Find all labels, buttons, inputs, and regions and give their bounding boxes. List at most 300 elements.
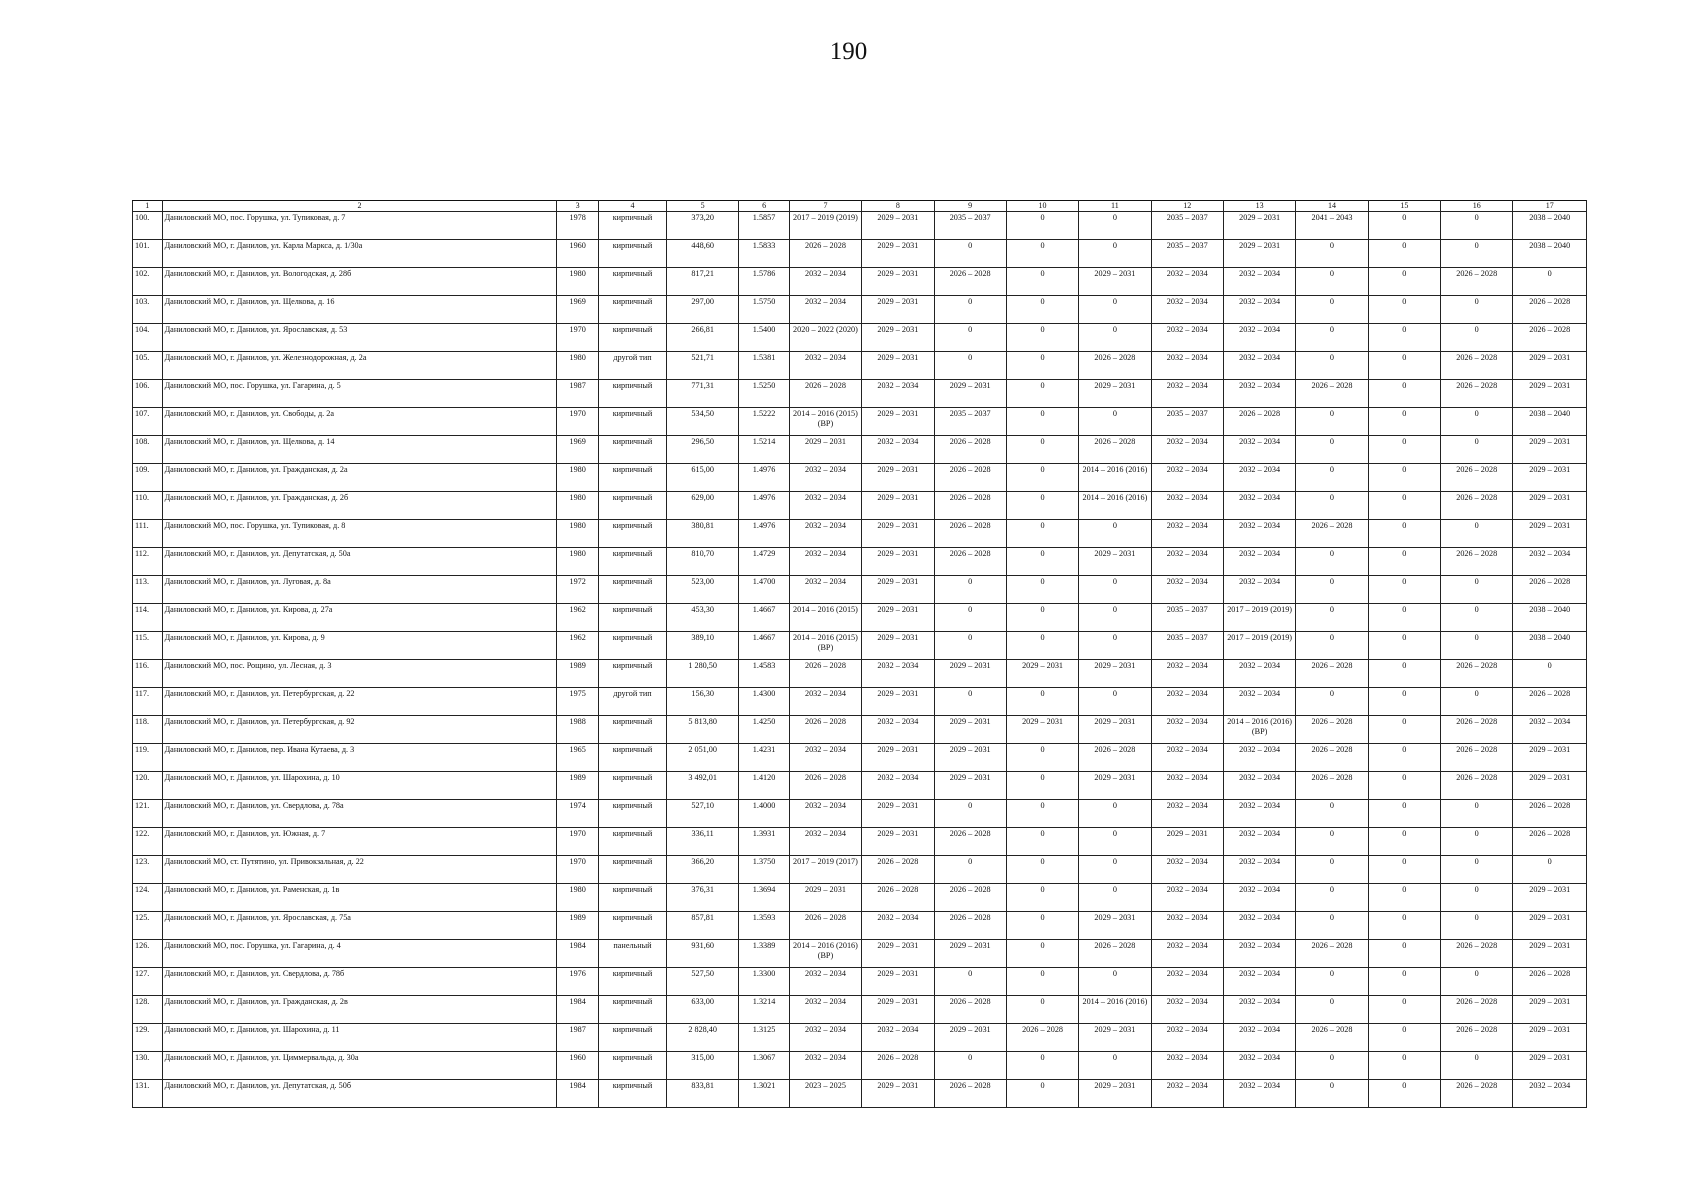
table-cell-col-15: 0 xyxy=(1368,212,1440,240)
table-cell-col-14: 0 xyxy=(1296,1052,1368,1080)
table-cell-col-16: 2026 – 2028 xyxy=(1441,744,1513,772)
table-cell-col-14: 0 xyxy=(1296,296,1368,324)
table-cell-col-4: кирпичный xyxy=(599,660,667,688)
column-header-8: 8 xyxy=(862,201,934,212)
table-cell-col-10: 0 xyxy=(1006,436,1078,464)
table-cell-col-5: 2 828,40 xyxy=(666,1024,738,1052)
table-cell-col-1: 131. xyxy=(133,1080,163,1108)
table-cell-col-3: 1980 xyxy=(557,884,599,912)
table-cell-col-11: 0 xyxy=(1079,856,1151,884)
table-cell-col-11: 0 xyxy=(1079,800,1151,828)
table-cell-col-1: 118. xyxy=(133,716,163,744)
table-cell-col-12: 2032 – 2034 xyxy=(1151,520,1223,548)
table-cell-col-5: 296,50 xyxy=(666,436,738,464)
table-cell-col-14: 0 xyxy=(1296,240,1368,268)
table-cell-col-4: кирпичный xyxy=(599,1052,667,1080)
table-cell-col-9: 2029 – 2031 xyxy=(934,1024,1006,1052)
table-cell-col-6: 1.5786 xyxy=(739,268,789,296)
table-cell-col-6: 1.4667 xyxy=(739,604,789,632)
table-cell-col-6: 1.4250 xyxy=(739,716,789,744)
table-cell-col-5: 2 051,00 xyxy=(666,744,738,772)
table-cell-col-1: 129. xyxy=(133,1024,163,1052)
table-cell-col-1: 121. xyxy=(133,800,163,828)
column-number-row xyxy=(133,201,1587,212)
table-cell-col-16: 0 xyxy=(1441,800,1513,828)
table-cell-col-6: 1.3694 xyxy=(739,884,789,912)
table-cell-col-12: 2032 – 2034 xyxy=(1151,660,1223,688)
table-cell-col-3: 1984 xyxy=(557,940,599,968)
table-cell-col-4: кирпичный xyxy=(599,212,667,240)
table-cell-col-2: Даниловский МО, г. Данилов, ул. Гражданская, д. 2а xyxy=(162,464,557,492)
table-cell-col-12: 2032 – 2034 xyxy=(1151,296,1223,324)
table-cell-col-17: 2029 – 2031 xyxy=(1513,352,1587,380)
table-cell-col-16: 0 xyxy=(1441,576,1513,604)
table-cell-col-8: 2032 – 2034 xyxy=(862,660,934,688)
column-header-2: 2 xyxy=(162,201,557,212)
table-cell-col-6: 1.4000 xyxy=(739,800,789,828)
table-cell-col-15: 0 xyxy=(1368,856,1440,884)
table-cell-col-11: 0 xyxy=(1079,968,1151,996)
table-cell-col-15: 0 xyxy=(1368,324,1440,352)
table-cell-col-16: 0 xyxy=(1441,688,1513,716)
table-cell-col-4: кирпичный xyxy=(599,436,667,464)
table-cell-col-11: 0 xyxy=(1079,296,1151,324)
table-cell-col-10: 0 xyxy=(1006,380,1078,408)
table-row xyxy=(133,296,1587,324)
table-header xyxy=(133,201,1587,212)
table-cell-col-15: 0 xyxy=(1368,464,1440,492)
table-cell-col-13: 2032 – 2034 xyxy=(1223,1052,1295,1080)
table-cell-col-11: 2014 – 2016 (2016) xyxy=(1079,996,1151,1024)
table-cell-col-4: кирпичный xyxy=(599,996,667,1024)
table-cell-col-5: 315,00 xyxy=(666,1052,738,1080)
table-cell-col-3: 1984 xyxy=(557,1080,599,1108)
table-cell-col-5: 633,00 xyxy=(666,996,738,1024)
table-cell-col-5: 266,81 xyxy=(666,324,738,352)
table-row xyxy=(133,968,1587,996)
table-cell-col-8: 2029 – 2031 xyxy=(862,632,934,660)
table-cell-col-7: 2017 – 2019 (2019) xyxy=(789,212,861,240)
table-cell-col-2: Даниловский МО, ст. Путятино, ул. Привокзальная, д. 22 xyxy=(162,856,557,884)
table-cell-col-17: 2029 – 2031 xyxy=(1513,464,1587,492)
table-cell-col-13: 2032 – 2034 xyxy=(1223,520,1295,548)
table-cell-col-9: 2035 – 2037 xyxy=(934,408,1006,436)
table-cell-col-12: 2035 – 2037 xyxy=(1151,408,1223,436)
table-cell-col-4: кирпичный xyxy=(599,716,667,744)
table-cell-col-3: 1962 xyxy=(557,632,599,660)
table-cell-col-2: Даниловский МО, г. Данилов, ул. Депутатская, д. 50б xyxy=(162,1080,557,1108)
table-cell-col-6: 1.5857 xyxy=(739,212,789,240)
table-cell-col-4: кирпичный xyxy=(599,632,667,660)
table-cell-col-1: 117. xyxy=(133,688,163,716)
table-row xyxy=(133,912,1587,940)
table-cell-col-16: 2026 – 2028 xyxy=(1441,996,1513,1024)
table-cell-col-8: 2029 – 2031 xyxy=(862,520,934,548)
table-cell-col-9: 2026 – 2028 xyxy=(934,884,1006,912)
table-cell-col-15: 0 xyxy=(1368,268,1440,296)
table-cell-col-12: 2032 – 2034 xyxy=(1151,324,1223,352)
table-cell-col-2: Даниловский МО, г. Данилов, ул. Гражданская, д. 2б xyxy=(162,492,557,520)
table-cell-col-6: 1.3931 xyxy=(739,828,789,856)
table-cell-col-1: 110. xyxy=(133,492,163,520)
table-cell-col-5: 366,20 xyxy=(666,856,738,884)
table-cell-col-1: 108. xyxy=(133,436,163,464)
table-cell-col-9: 2026 – 2028 xyxy=(934,492,1006,520)
table-cell-col-11: 2029 – 2031 xyxy=(1079,548,1151,576)
table-cell-col-3: 1978 xyxy=(557,212,599,240)
table-cell-col-4: кирпичный xyxy=(599,800,667,828)
table-cell-col-7: 2032 – 2034 xyxy=(789,520,861,548)
table-cell-col-9: 2026 – 2028 xyxy=(934,996,1006,1024)
table-cell-col-13: 2032 – 2034 xyxy=(1223,576,1295,604)
table-cell-col-12: 2032 – 2034 xyxy=(1151,856,1223,884)
table-cell-col-16: 2026 – 2028 xyxy=(1441,716,1513,744)
housing-register-table xyxy=(132,200,1587,1108)
table-cell-col-11: 2026 – 2028 xyxy=(1079,352,1151,380)
table-row xyxy=(133,212,1587,240)
table-cell-col-6: 1.4120 xyxy=(739,772,789,800)
table-cell-col-2: Даниловский МО, г. Данилов, ул. Петербургская, д. 92 xyxy=(162,716,557,744)
table-cell-col-8: 2029 – 2031 xyxy=(862,940,934,968)
table-cell-col-7: 2032 – 2034 xyxy=(789,800,861,828)
table-cell-col-4: кирпичный xyxy=(599,240,667,268)
table-cell-col-7: 2014 – 2016 (2015) (ВР) xyxy=(789,408,861,436)
table-cell-col-10: 0 xyxy=(1006,604,1078,632)
table-row xyxy=(133,716,1587,744)
column-header-11: 11 xyxy=(1079,201,1151,212)
table-cell-col-16: 2026 – 2028 xyxy=(1441,1024,1513,1052)
table-cell-col-16: 0 xyxy=(1441,324,1513,352)
page-number: 190 xyxy=(829,38,868,65)
table-cell-col-2: Даниловский МО, г. Данилов, ул. Щелкова, д. 16 xyxy=(162,296,557,324)
table-cell-col-12: 2035 – 2037 xyxy=(1151,212,1223,240)
table-cell-col-11: 0 xyxy=(1079,632,1151,660)
table-cell-col-3: 1969 xyxy=(557,296,599,324)
table-cell-col-14: 0 xyxy=(1296,492,1368,520)
table-cell-col-10: 0 xyxy=(1006,884,1078,912)
table-cell-col-9: 2029 – 2031 xyxy=(934,744,1006,772)
table-cell-col-10: 0 xyxy=(1006,772,1078,800)
table-cell-col-6: 1.4300 xyxy=(739,688,789,716)
table-cell-col-9: 0 xyxy=(934,576,1006,604)
table-cell-col-13: 2032 – 2034 xyxy=(1223,1080,1295,1108)
table-cell-col-12: 2029 – 2031 xyxy=(1151,828,1223,856)
table-cell-col-1: 109. xyxy=(133,464,163,492)
table-row xyxy=(133,464,1587,492)
table-cell-col-2: Даниловский МО, г. Данилов, ул. Свердлова, д. 78а xyxy=(162,800,557,828)
table-cell-col-5: 857,81 xyxy=(666,912,738,940)
table-cell-col-7: 2032 – 2034 xyxy=(789,688,861,716)
table-cell-col-10: 2026 – 2028 xyxy=(1006,1024,1078,1052)
table-cell-col-6: 1.3021 xyxy=(739,1080,789,1108)
table-cell-col-9: 0 xyxy=(934,240,1006,268)
table-cell-col-3: 1974 xyxy=(557,800,599,828)
table-cell-col-3: 1989 xyxy=(557,660,599,688)
table-cell-col-13: 2032 – 2034 xyxy=(1223,856,1295,884)
table-cell-col-1: 124. xyxy=(133,884,163,912)
table-cell-col-2: Даниловский МО, г. Данилов, ул. Луговая, д. 8а xyxy=(162,576,557,604)
table-cell-col-4: кирпичный xyxy=(599,884,667,912)
table-cell-col-3: 1980 xyxy=(557,352,599,380)
table-cell-col-7: 2014 – 2016 (2015) xyxy=(789,604,861,632)
table-cell-col-8: 2029 – 2031 xyxy=(862,996,934,1024)
table-cell-col-1: 126. xyxy=(133,940,163,968)
table-cell-col-17: 2029 – 2031 xyxy=(1513,772,1587,800)
table-cell-col-12: 2032 – 2034 xyxy=(1151,884,1223,912)
table-cell-col-13: 2026 – 2028 xyxy=(1223,408,1295,436)
table-cell-col-10: 0 xyxy=(1006,576,1078,604)
table-cell-col-17: 2026 – 2028 xyxy=(1513,688,1587,716)
table-cell-col-4: кирпичный xyxy=(599,520,667,548)
column-header-7: 7 xyxy=(789,201,861,212)
table-cell-col-1: 104. xyxy=(133,324,163,352)
table-cell-col-12: 2032 – 2034 xyxy=(1151,800,1223,828)
table-cell-col-9: 0 xyxy=(934,968,1006,996)
table-cell-col-13: 2032 – 2034 xyxy=(1223,884,1295,912)
table-cell-col-11: 2029 – 2031 xyxy=(1079,772,1151,800)
table-cell-col-10: 0 xyxy=(1006,912,1078,940)
table-cell-col-15: 0 xyxy=(1368,744,1440,772)
table-cell-col-6: 1.5250 xyxy=(739,380,789,408)
table-cell-col-7: 2020 – 2022 (2020) xyxy=(789,324,861,352)
table-row xyxy=(133,828,1587,856)
table-cell-col-4: кирпичный xyxy=(599,744,667,772)
table-cell-col-6: 1.5214 xyxy=(739,436,789,464)
table-cell-col-9: 2026 – 2028 xyxy=(934,520,1006,548)
table-cell-col-10: 0 xyxy=(1006,996,1078,1024)
table-cell-col-4: кирпичный xyxy=(599,856,667,884)
table-cell-col-10: 0 xyxy=(1006,968,1078,996)
table-cell-col-1: 101. xyxy=(133,240,163,268)
table-cell-col-11: 0 xyxy=(1079,884,1151,912)
table-cell-col-5: 1 280,50 xyxy=(666,660,738,688)
table-cell-col-5: 817,21 xyxy=(666,268,738,296)
table-cell-col-13: 2032 – 2034 xyxy=(1223,744,1295,772)
table-cell-col-10: 0 xyxy=(1006,828,1078,856)
table-cell-col-13: 2029 – 2031 xyxy=(1223,240,1295,268)
table-cell-col-5: 810,70 xyxy=(666,548,738,576)
table-cell-col-9: 2029 – 2031 xyxy=(934,380,1006,408)
table-cell-col-9: 0 xyxy=(934,632,1006,660)
table-cell-col-15: 0 xyxy=(1368,576,1440,604)
table-cell-col-8: 2029 – 2031 xyxy=(862,464,934,492)
table-cell-col-6: 1.5833 xyxy=(739,240,789,268)
table-cell-col-3: 1969 xyxy=(557,436,599,464)
table-cell-col-14: 2026 – 2028 xyxy=(1296,772,1368,800)
table-cell-col-9: 0 xyxy=(934,352,1006,380)
table-row xyxy=(133,800,1587,828)
table-row xyxy=(133,268,1587,296)
table-cell-col-6: 1.3750 xyxy=(739,856,789,884)
table-cell-col-6: 1.4976 xyxy=(739,464,789,492)
table-cell-col-2: Даниловский МО, г. Данилов, ул. Карла Маркса, д. 1/30а xyxy=(162,240,557,268)
table-cell-col-15: 0 xyxy=(1368,968,1440,996)
table-cell-col-9: 2029 – 2031 xyxy=(934,772,1006,800)
table-body xyxy=(133,212,1587,1108)
table-cell-col-9: 2026 – 2028 xyxy=(934,912,1006,940)
table-cell-col-10: 0 xyxy=(1006,1080,1078,1108)
table-cell-col-17: 0 xyxy=(1513,268,1587,296)
table-cell-col-8: 2032 – 2034 xyxy=(862,436,934,464)
column-header-13: 13 xyxy=(1223,201,1295,212)
table-cell-col-7: 2029 – 2031 xyxy=(789,436,861,464)
table-cell-col-5: 615,00 xyxy=(666,464,738,492)
table-cell-col-14: 0 xyxy=(1296,324,1368,352)
column-header-10: 10 xyxy=(1006,201,1078,212)
table-cell-col-2: Даниловский МО, г. Данилов, ул. Железнодорожная, д. 2а xyxy=(162,352,557,380)
table-cell-col-13: 2032 – 2034 xyxy=(1223,660,1295,688)
table-cell-col-3: 1972 xyxy=(557,576,599,604)
table-cell-col-12: 2032 – 2034 xyxy=(1151,968,1223,996)
table-cell-col-1: 111. xyxy=(133,520,163,548)
table-cell-col-16: 2026 – 2028 xyxy=(1441,352,1513,380)
table-cell-col-16: 0 xyxy=(1441,632,1513,660)
table-cell-col-8: 2029 – 2031 xyxy=(862,604,934,632)
table-cell-col-13: 2032 – 2034 xyxy=(1223,324,1295,352)
table-cell-col-11: 2014 – 2016 (2016) xyxy=(1079,492,1151,520)
table-cell-col-8: 2026 – 2028 xyxy=(862,856,934,884)
table-cell-col-12: 2032 – 2034 xyxy=(1151,940,1223,968)
table-cell-col-4: кирпичный xyxy=(599,604,667,632)
table-cell-col-7: 2014 – 2016 (2016) (ВР) xyxy=(789,940,861,968)
table-cell-col-8: 2029 – 2031 xyxy=(862,744,934,772)
table-cell-col-5: 376,31 xyxy=(666,884,738,912)
table-cell-col-14: 0 xyxy=(1296,884,1368,912)
table-cell-col-4: кирпичный xyxy=(599,1080,667,1108)
table-cell-col-17: 2038 – 2040 xyxy=(1513,212,1587,240)
table-cell-col-16: 0 xyxy=(1441,884,1513,912)
table-row xyxy=(133,240,1587,268)
table-cell-col-3: 1989 xyxy=(557,772,599,800)
table-cell-col-13: 2032 – 2034 xyxy=(1223,996,1295,1024)
table-cell-col-17: 2029 – 2031 xyxy=(1513,996,1587,1024)
table-cell-col-10: 0 xyxy=(1006,324,1078,352)
table-row xyxy=(133,772,1587,800)
table-cell-col-8: 2029 – 2031 xyxy=(862,324,934,352)
table-cell-col-15: 0 xyxy=(1368,660,1440,688)
table-cell-col-3: 1988 xyxy=(557,716,599,744)
table-cell-col-5: 527,10 xyxy=(666,800,738,828)
table-cell-col-16: 2026 – 2028 xyxy=(1441,1080,1513,1108)
table-cell-col-9: 0 xyxy=(934,688,1006,716)
table-row xyxy=(133,632,1587,660)
table-cell-col-17: 2038 – 2040 xyxy=(1513,632,1587,660)
table-cell-col-1: 127. xyxy=(133,968,163,996)
table-row xyxy=(133,352,1587,380)
table-row xyxy=(133,884,1587,912)
table-cell-col-16: 0 xyxy=(1441,296,1513,324)
table-cell-col-2: Даниловский МО, пос. Горушка, ул. Тупиковая, д. 7 xyxy=(162,212,557,240)
table-cell-col-17: 2029 – 2031 xyxy=(1513,884,1587,912)
column-header-14: 14 xyxy=(1296,201,1368,212)
table-cell-col-11: 2029 – 2031 xyxy=(1079,912,1151,940)
table-cell-col-13: 2032 – 2034 xyxy=(1223,688,1295,716)
table-cell-col-2: Даниловский МО, г. Данилов, ул. Шарохина, д. 11 xyxy=(162,1024,557,1052)
table-cell-col-15: 0 xyxy=(1368,632,1440,660)
table-cell-col-17: 2029 – 2031 xyxy=(1513,1024,1587,1052)
table-cell-col-9: 2026 – 2028 xyxy=(934,436,1006,464)
table-cell-col-13: 2017 – 2019 (2019) xyxy=(1223,604,1295,632)
table-cell-col-14: 2026 – 2028 xyxy=(1296,660,1368,688)
table-row xyxy=(133,744,1587,772)
table-cell-col-12: 2032 – 2034 xyxy=(1151,380,1223,408)
table-cell-col-8: 2029 – 2031 xyxy=(862,240,934,268)
table-cell-col-16: 0 xyxy=(1441,240,1513,268)
table-cell-col-13: 2032 – 2034 xyxy=(1223,436,1295,464)
table-row xyxy=(133,604,1587,632)
table-cell-col-17: 2026 – 2028 xyxy=(1513,800,1587,828)
table-cell-col-4: панельный xyxy=(599,940,667,968)
table-cell-col-16: 0 xyxy=(1441,828,1513,856)
table-cell-col-10: 0 xyxy=(1006,464,1078,492)
table-cell-col-3: 1980 xyxy=(557,464,599,492)
table-cell-col-4: кирпичный xyxy=(599,408,667,436)
table-cell-col-9: 2029 – 2031 xyxy=(934,660,1006,688)
table-cell-col-16: 2026 – 2028 xyxy=(1441,380,1513,408)
table-cell-col-5: 3 492,01 xyxy=(666,772,738,800)
table-cell-col-10: 0 xyxy=(1006,744,1078,772)
table-cell-col-14: 0 xyxy=(1296,436,1368,464)
table-cell-col-14: 2026 – 2028 xyxy=(1296,940,1368,968)
table-cell-col-17: 2029 – 2031 xyxy=(1513,380,1587,408)
table-cell-col-7: 2029 – 2031 xyxy=(789,884,861,912)
table-cell-col-14: 0 xyxy=(1296,604,1368,632)
table-cell-col-1: 122. xyxy=(133,828,163,856)
table-cell-col-7: 2026 – 2028 xyxy=(789,772,861,800)
table-cell-col-8: 2029 – 2031 xyxy=(862,1080,934,1108)
table-cell-col-7: 2023 – 2025 xyxy=(789,1080,861,1108)
table-cell-col-7: 2032 – 2034 xyxy=(789,548,861,576)
column-header-16: 16 xyxy=(1441,201,1513,212)
table-cell-col-8: 2029 – 2031 xyxy=(862,296,934,324)
table-cell-col-1: 125. xyxy=(133,912,163,940)
table-cell-col-2: Даниловский МО, г. Данилов, ул. Раменская, д. 1в xyxy=(162,884,557,912)
table-cell-col-2: Даниловский МО, г. Данилов, ул. Гражданская, д. 2в xyxy=(162,996,557,1024)
table-cell-col-6: 1.5750 xyxy=(739,296,789,324)
table-cell-col-15: 0 xyxy=(1368,408,1440,436)
table-cell-col-2: Даниловский МО, пос. Рощино, ул. Лесная, д. 3 xyxy=(162,660,557,688)
table-cell-col-1: 123. xyxy=(133,856,163,884)
table-cell-col-13: 2032 – 2034 xyxy=(1223,772,1295,800)
table-cell-col-14: 0 xyxy=(1296,352,1368,380)
table-cell-col-13: 2032 – 2034 xyxy=(1223,380,1295,408)
table-cell-col-11: 2029 – 2031 xyxy=(1079,380,1151,408)
column-header-3: 3 xyxy=(557,201,599,212)
table-cell-col-3: 1965 xyxy=(557,744,599,772)
table-cell-col-15: 0 xyxy=(1368,688,1440,716)
table-cell-col-3: 1975 xyxy=(557,688,599,716)
table-cell-col-4: кирпичный xyxy=(599,1024,667,1052)
table-cell-col-13: 2029 – 2031 xyxy=(1223,212,1295,240)
table-cell-col-2: Даниловский МО, г. Данилов, ул. Депутатская, д. 50а xyxy=(162,548,557,576)
table-cell-col-12: 2032 – 2034 xyxy=(1151,492,1223,520)
table-cell-col-11: 0 xyxy=(1079,408,1151,436)
table-cell-col-14: 0 xyxy=(1296,548,1368,576)
table-row xyxy=(133,1024,1587,1052)
table-cell-col-7: 2032 – 2034 xyxy=(789,352,861,380)
table-cell-col-12: 2032 – 2034 xyxy=(1151,1080,1223,1108)
table-row xyxy=(133,996,1587,1024)
table-cell-col-17: 2029 – 2031 xyxy=(1513,1052,1587,1080)
table-cell-col-11: 2026 – 2028 xyxy=(1079,436,1151,464)
table-cell-col-10: 0 xyxy=(1006,1052,1078,1080)
table-cell-col-12: 2032 – 2034 xyxy=(1151,716,1223,744)
table-cell-col-13: 2032 – 2034 xyxy=(1223,296,1295,324)
table-cell-col-13: 2032 – 2034 xyxy=(1223,800,1295,828)
table-cell-col-11: 0 xyxy=(1079,240,1151,268)
table-cell-col-14: 2026 – 2028 xyxy=(1296,520,1368,548)
table-cell-col-8: 2029 – 2031 xyxy=(862,828,934,856)
